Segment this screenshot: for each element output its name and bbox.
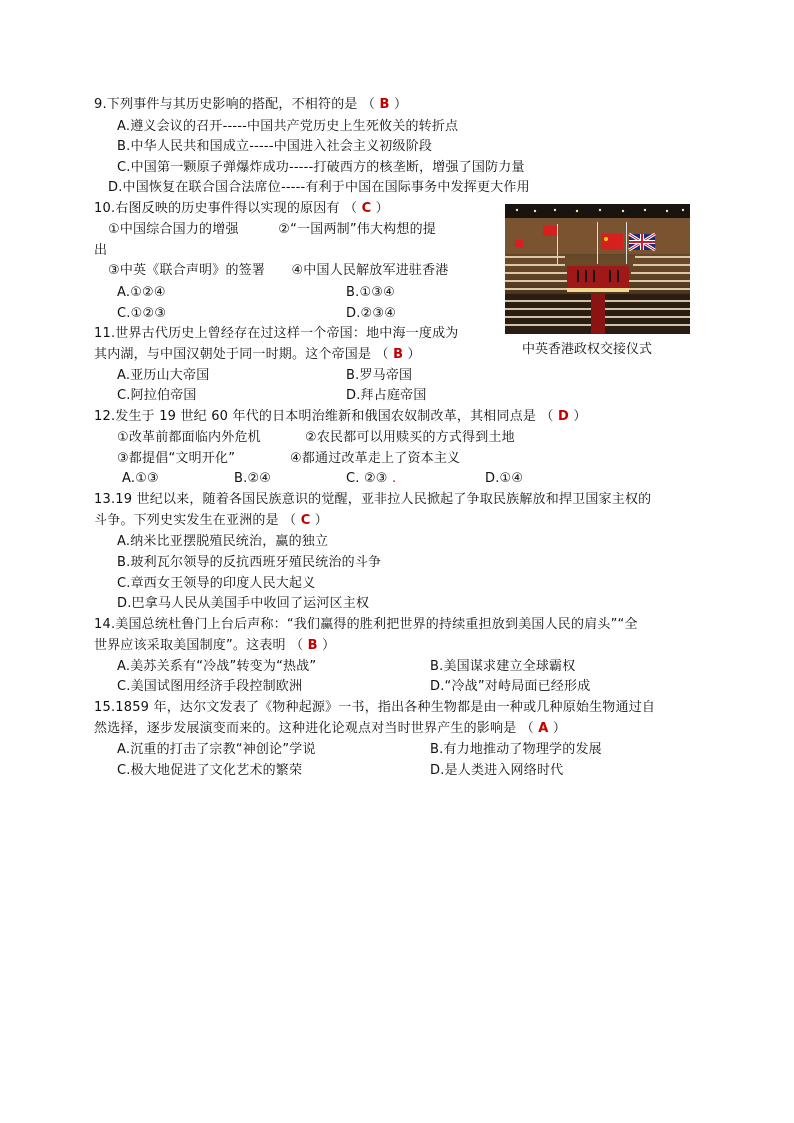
q13-answer: C [300, 513, 311, 528]
q15-option-b: B.有力地推动了物理学的发展 [430, 742, 602, 757]
q10-stem: 10.右图反映的历史事件得以实现的原因有 （ C ） [94, 201, 389, 216]
q14-option-b: B.美国谋求建立全球霸权 [430, 659, 576, 674]
q9-option-a: A.遵义会议的召开-----中国共产党历史上生死攸关的转折点 [117, 119, 459, 134]
q14-answer: B [307, 638, 318, 653]
q10-statement-line-1: ①中国综合国力的增强 ②“一国两制”伟大构想的提 [108, 222, 436, 237]
q13-stem-line-2: 斗争。下列史实发生在亚洲的是 （ C ） [94, 513, 328, 528]
q10-option-c: C.①②③ [117, 306, 167, 321]
q14-stem-line-2: 世界应该采取美国制度”。这表明 （ B ） [94, 638, 336, 653]
q15-option-c: C.极大地促进了文化艺术的繁荣 [117, 763, 303, 778]
q13-option-b: B.玻利瓦尔领导的反抗西班牙殖民统治的斗争 [117, 555, 382, 570]
q15-stem-line-1: 15.1859 年，达尔文发表了《物种起源》一书，指出各种生物都是由一种或几种原始生物通过自 [94, 700, 656, 715]
q13-option-a: A.纳米比亚摆脱殖民统治，赢的独立 [117, 534, 329, 549]
q9-option-d: D.中国恢复在联合国合法席位-----有利于中国在国际事务中发挥更大作用 [108, 180, 530, 195]
q11-stem-line-1: 11.世界古代历史上曾经存在过这样一个帝国：地中海一度成为 [94, 326, 459, 341]
q12-option-c: C. ②③ . [346, 471, 397, 486]
q15-stem-line-2: 然选择，逐步发展演变而来的。这种进化论观点对当时世界产生的影响是 （ A ） [94, 721, 567, 736]
q12-option-a: A.①③ [122, 471, 159, 486]
photo-caption: 中英香港政权交接仪式 [522, 342, 653, 357]
q15-option-d: D.是人类进入网络时代 [430, 763, 564, 778]
q12-statement-3: ③都提倡“文明开化” [117, 451, 236, 466]
q15-option-a: A.沉重的打击了宗教“神创论”学说 [117, 742, 316, 757]
q9-answer: B [379, 97, 390, 112]
q11-option-d: D.拜占庭帝国 [346, 388, 427, 403]
q9-option-b: B.中华人民共和国成立-----中国进入社会主义初级阶段 [117, 139, 433, 154]
q12-option-b: B.②④ [234, 471, 272, 486]
q12-statement-4: ④都通过改革走上了资本主义 [290, 451, 461, 466]
q11-answer: B [393, 347, 404, 362]
q13-option-d: D.巴拿马人民从美国手中收回了运河区主权 [117, 596, 370, 611]
q12-stem: 12.发生于 19 世纪 60 年代的日本明治维新和俄国农奴制改革，其相同点是 （ D ） [94, 409, 587, 424]
q15-answer: A [538, 721, 549, 736]
q14-option-c: C.美国试图用经济手段控制欧洲 [117, 679, 303, 694]
q12-statement-1: ①改革前都面临内外危机 [117, 430, 261, 445]
q10-statement-line-2: 出 [94, 243, 108, 258]
q14-option-d: D.“冷战”对峙局面已经形成 [430, 679, 591, 694]
q12-answer: D [557, 409, 569, 424]
q9-stem: 9.下列事件与其历史影响的搭配，不相符的是 （ B ） [94, 97, 408, 112]
union-flag-icon [629, 234, 655, 250]
q11-option-a: A.亚历山大帝国 [117, 368, 210, 383]
handover-ceremony-photo [505, 204, 690, 334]
q12-option-d: D.①④ [485, 471, 524, 486]
q10-statement-line-3: ③中英《联合声明》的签署 ④中国人民解放军进驻香港 [108, 263, 449, 278]
q10-option-a: A.①②④ [117, 285, 166, 300]
q13-option-c: C.章西女王领导的印度人民大起义 [117, 576, 316, 591]
q9-option-c: C.中国第一颗原子弹爆炸成功-----打破西方的核垄断，增强了国防力量 [117, 160, 525, 175]
q14-option-a: A.美苏关系有“冷战”转变为“热战” [117, 659, 317, 674]
q10-option-d: D.②③④ [346, 306, 397, 321]
q11-option-c: C.阿拉伯帝国 [117, 388, 197, 403]
q11-stem-line-2: 其内湖，与中国汉朝处于同一时期。这个帝国是 （ B ） [94, 347, 421, 362]
q13-stem-line-1: 13.19 世纪以来，随着各国民族意识的觉醒，亚非拉人民掀起了争取民族解放和捍卫国家主权的 [94, 492, 652, 507]
q10-option-b: B.①③④ [346, 285, 396, 300]
q12-statement-2: ②农民都可以用赎买的方式得到土地 [305, 430, 515, 445]
q11-option-b: B.罗马帝国 [346, 368, 413, 383]
q14-stem-line-1: 14.美国总统杜鲁门上台后声称：“我们赢得的胜利把世界的持续重担放到美国人民的肩头”“全 [94, 617, 638, 632]
q10-answer: C [361, 201, 372, 216]
